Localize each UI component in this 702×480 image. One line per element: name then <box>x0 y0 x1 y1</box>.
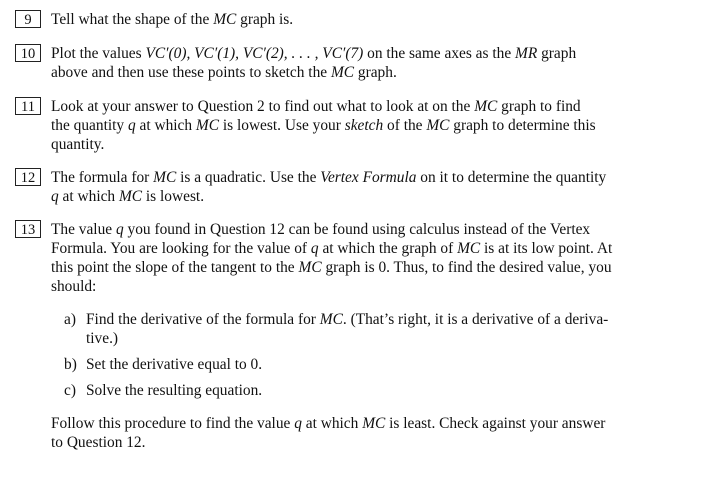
step-label: b) <box>64 356 77 373</box>
question-12-text: The formula for MC is a quadratic. Use the Vertex Formula on it to determine the quantity q at which MC is lowest. <box>51 169 607 205</box>
question-10 <box>15 44 640 82</box>
step-label: c) <box>64 382 76 399</box>
step-label: a) <box>64 311 76 328</box>
question-number-12: 12 <box>15 168 41 186</box>
question-number-13: 13 <box>15 220 41 238</box>
step-text: Solve the resulting equation. <box>86 382 263 399</box>
step-b <box>64 355 640 374</box>
question-9-text: Tell what the shape of the MC graph is. <box>51 11 294 28</box>
step-c <box>64 381 640 400</box>
question-number-9: 9 <box>15 10 41 28</box>
step-a <box>64 310 640 348</box>
step-text: Find the derivative of the formula for MC. (That’s right, it is a derivative of a deriva- tive.) <box>86 311 609 347</box>
closing-paragraph: Follow this procedure to find the value q at which MC is least. Check against your answer to Question 12. <box>51 415 606 451</box>
question-11-text: Look at your answer to Question 2 to find out what to look at on the MC graph to find the quantity q at which MC is lowest. Use your sketch of the MC graph to determine this quantity. <box>51 98 596 153</box>
question-number-10: 10 <box>15 44 41 62</box>
question-11 <box>15 97 640 154</box>
question-9 <box>15 10 640 29</box>
question-12 <box>15 168 640 206</box>
question-13-text: The value q you found in Question 12 can be found using calculus instead of the Vertex Formula. You are looking for the value of q at which the graph of MC is at its low point. At this point the slope of the tangent to the MC graph is 0. Thus, to find the desired value, you should: <box>51 221 613 295</box>
step-text: Set the derivative equal to 0. <box>86 356 263 373</box>
question-10-text: Plot the values VC′(0), VC′(1), VC′(2), . . . , VC′(7) on the same axes as the MR graph above and then use these points to sketch the MC graph. <box>51 45 577 81</box>
question-13 <box>15 220 640 296</box>
question-number-11: 11 <box>15 97 41 115</box>
